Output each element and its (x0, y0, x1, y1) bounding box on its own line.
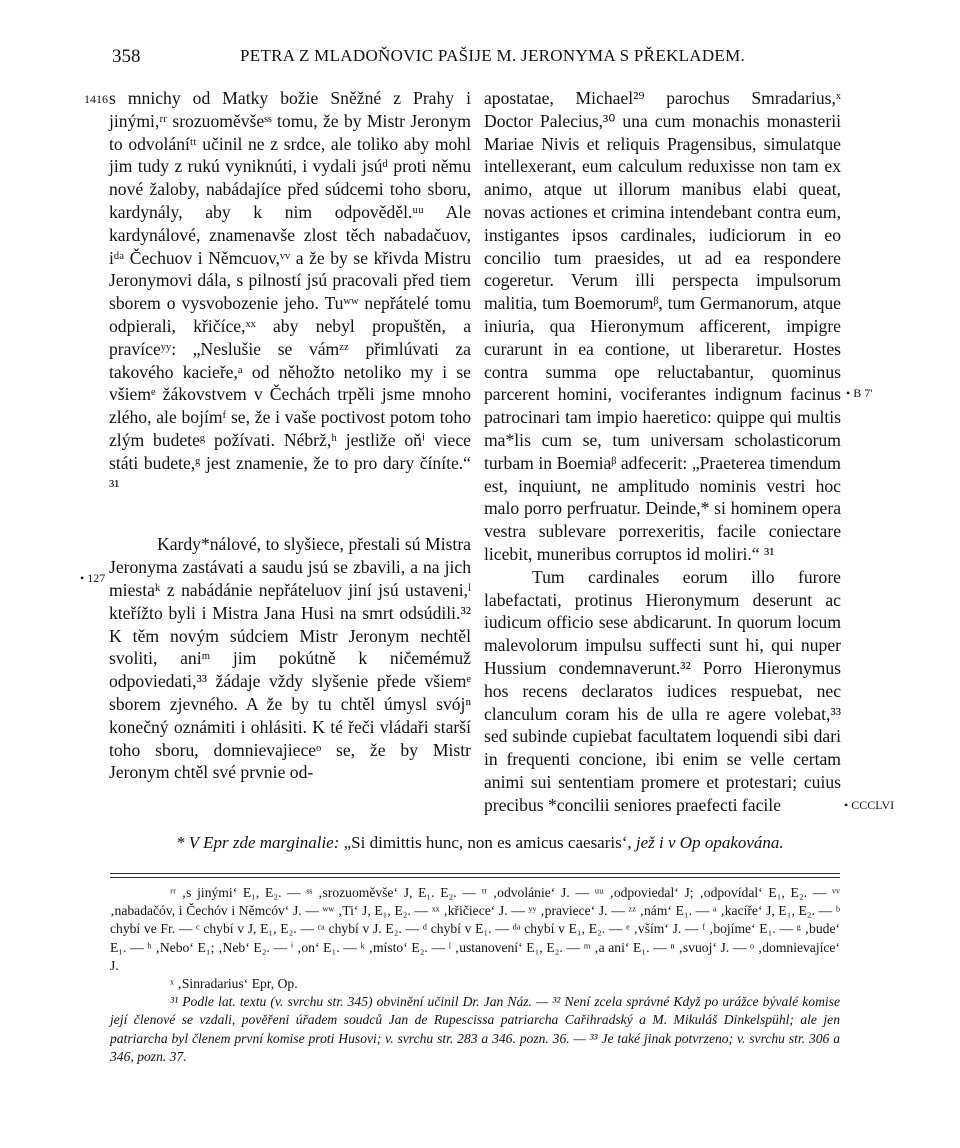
czech-paragraph-1: s mnichy od Matky božie Sněžné z Prahy i jinými,ʳʳ srozuoměvšeˢˢ tomu, že by Mistr Jeronym to odvoláníᵗᵗ učinil ne z srdce, ale toliko aby mohl jim tudy z rukú vyniknúti, i vydali jsúᵈ proti němu nové žaloby, nabádajíce před súdcemi toho sboru, kardynály, aby k nim odpověděl.ᵘᵘ Ale kardynálové, znamenavše zlost těch nabadačuov, iᵈᵃ Čechuov i Němcuov,ᵛᵛ a že by se křivda Mistru Jeronymovi dála, s pilností jsú pracovali před tiem sborem o vysvobozenie jeho. Tuʷʷ nepřátelé tomu odpierali, křičíce,ˣˣ aby nebyl propuštěn, a pravíceʸʸ: „Neslušie se vámᶻᶻ přimlúvati za takového kacieře,ᵃ od něhožto netoliko my i se všiemᵉ žákovstvem v Čechách trpěli jsme mnoho zlého, ale bojímᶠ se, že i vaše poctivost potom toho zlým budeteᵍ požívati. Nébrž,ʰ jestliže oňⁱ viece státi budete,ᵍ jest znamenie, že to pro dary číníte.“ ³¹ (109, 88, 471, 496)
footnote-divider-bottom (110, 877, 840, 878)
margin-note-ccclvi: • CCCLVI (844, 798, 895, 812)
marginalia-quote: „Si dimittis hunc, non es amicus caesaris‘, (343, 833, 632, 852)
marginalia-prefix: * V Epr zde marginalie: (176, 833, 340, 852)
running-head: PETRA Z MLADOŇOVIC PAŠIJE M. JERONYMA S PŘEKLADEM. (240, 46, 746, 65)
critical-apparatus (110, 884, 840, 1066)
apparatus-notes: ³¹ Podle lat. textu (v. svrchu str. 345) obvinění učinil Dr. Jan Náz. — ³² Není zcela správné Když po urážce bývalé komise její členové se vzdali, pověřeni úřadem soudců Jan de Rupescissa patriarcha Cařihradský a M. Mikuláš Dinkelspühl; ale jen patriarcha byl členem první komise proti Husovi; v. svrchu str. 283 a 346. pozn. 36. — ³³ Je také jinak potvrzeno; v. svrchu str. 306 a 346, pozn. 37. (110, 994, 840, 1064)
margin-note-b7: • B 7' (846, 386, 873, 400)
page-number: 358 (112, 46, 141, 67)
latin-column (484, 87, 841, 817)
apparatus-variants: ʳʳ ‚s jinými‘ E₁, E₂. — ˢˢ ‚srozuoměvše‘ J, E₁. E₂. — ᵗᵗ ‚odvolánie‘ J. — ᵘᵘ ‚odpoviedal‘ J; ‚odpovídal‘ E₁, E₂. — ᵛᵛ ‚nabadačóv, i Čechóv i Němcóv‘ J. — ʷʷ ‚Ti‘ J, E₁, E₂. — ˣˣ ‚křičiece‘ J. — ʸʸ ‚praviece‘ J. — ᶻᶻ ‚nám‘ E₁. — ᵃ ‚kacíře‘ J, E₁, E₂. — ᵇ chybí ve Fr. — ᶜ chybí v J, E₁, E₂. — ᶜᵃ chybí v J. E₂. — ᵈ chybí v E₁. — ᵈᵃ chybí v E₁, E₂. — ᵉ ‚vším‘ J. — ᶠ ‚bojíme‘ E₁. — ᵍ ‚bude‘ E₁. — ʰ ‚Nebo‘ E₁; ‚Neb‘ E₂. — ⁱ ‚on‘ E₁. — ᵏ ‚místo‘ E₂. — ˡ ‚ustanovení‘ E₁, E₂. — ᵐ ‚a ani‘ E₁. — ⁿ ‚svuoj‘ J. — ᵒ ‚domnievajíce‘ J. (110, 885, 840, 973)
margin-note-year: 1416 (84, 92, 108, 106)
page-header (0, 46, 960, 70)
margin-note-folio: • 127 (80, 571, 106, 585)
czech-column (109, 87, 471, 784)
czech-paragraph-2: Kardy*nálové, to slyšiece, přestali sú Mistra Jeronyma zastávati a saudu jsú se zbavili, a na jich miestaᵏ z nabádánie nepřáteluov jiní jsú ustaveni,ˡ kteřížto byli i Mistra Jana Husi na smrt odsúdili.³² K těm novým súdciem Mistr Jeronym nechtěl svoliti, aniᵐ jim pokútně k ničemémuž odpoviedati,³³ žádaje vždy slyšenie přede všiemᵉ sborem zjevného. A že by tu chtěl úmysl svójⁿ konečný oznámiti i ohlásiti. K té řeči vládaři starší toho sboru, domnievajieceᵒ se, že by Mistr Jeronym chtěl své prvnie od- (109, 534, 471, 783)
marginalia-suffix: jež i v Op opakována. (635, 833, 784, 852)
apparatus-latin-variant: ˣ ‚Sinradarius‘ Epr, Op. (170, 976, 298, 992)
latin-paragraph-1: apostatae, Michael²⁹ parochus Smradarius,ˣ Doctor Palecius,³⁰ una cum monachis monasterii Mariae Nivis et reliquis Pragensibus, simulatque intellexerant, eum calculum reduxisse non tam ex animo, atque ut illorum manibus elabi queat, novas actiones et crimina intendebant contra eum, instigantes ipsos cardinales, iudiciorum in eo concilio tum praesides, ut ad ea respondere cogeretur. Verum illi perspecta impulsorum malitia, tum Boemorumᵝ, tum Germanorum, atque iniuria, qua Hieronymum afficerent, impigre curarunt in ea contione, ut liberaretur. Hostes contra summa ope reluctabantur, quominus parcerent homini, vociferantes indignum facinus patrocinari tam impio haeretico: quippe qui multis ma*lis cum se, tum universam scholasticorum turbam in Boemiaᵝ adfecerit: „Praeterea timendum est, inquiunt, ne amplitudo nominis vestri hoc malo porro perfruatur. Deinde,* si hominem opera vestra sublevare porrexeritis, facile coniectare licebit, muneribus corruptos id moliri.“ ³¹ (484, 88, 841, 564)
marginalia-note (176, 832, 856, 854)
latin-paragraph-2: Tum cardinales eorum illo furore labefactati, protinus Hieronymum deserunt ac iudicum officio sese abdicarunt. In quorum locum malevolorum impulsu suffecti sunt hi, qui nuper Hussium condemnaverunt.³² Porro Hieronymus hos recens declaratos iudices respuebat, nec clanculum coram his de ulla re agere volebat,³³ sed subinde cupiebat facultatem loquendi sibi dari in frequenti concione, ibi enim se velle certam animi sui sententiam promere et protestari; cuius precibus *concilii seniores praefecti facile (484, 566, 841, 815)
footnote-divider-top (110, 873, 840, 874)
